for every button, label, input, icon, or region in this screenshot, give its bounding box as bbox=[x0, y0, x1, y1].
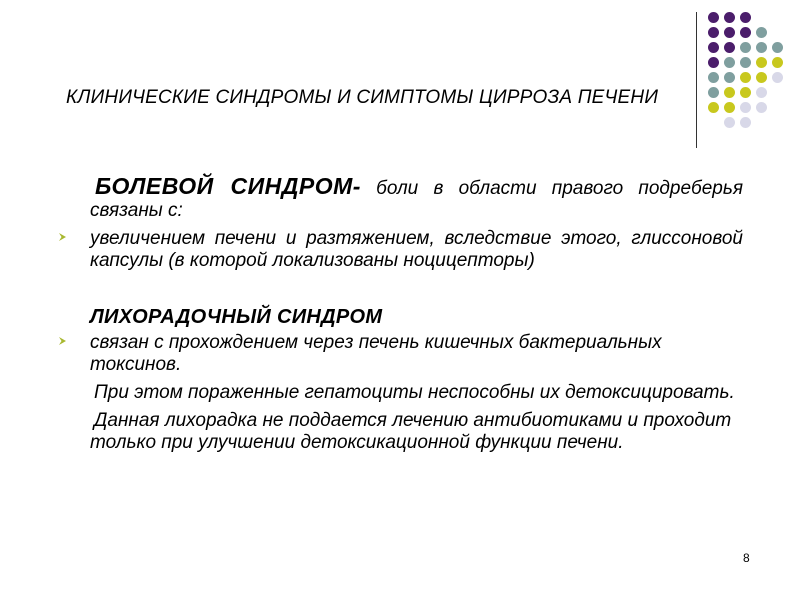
decor-dot bbox=[756, 27, 767, 38]
title-divider-line bbox=[696, 12, 697, 148]
decor-dot bbox=[756, 57, 767, 68]
slide-title: КЛИНИЧЕСКИЕ СИНДРОМЫ И СИМПТОМЫ ЦИРРОЗА ПЕЧЕНИ bbox=[66, 87, 659, 108]
decorative-dot-grid bbox=[706, 12, 796, 132]
decor-dot bbox=[740, 57, 751, 68]
decor-dot bbox=[756, 72, 767, 83]
decor-dot bbox=[708, 42, 719, 53]
fever-paragraph-2-text: Данная лихорадка не поддается лечению антибиотиками и проходит только при улучшении детоксикационной функции печени. bbox=[90, 410, 732, 453]
decor-dot bbox=[724, 87, 735, 98]
decor-dot bbox=[724, 27, 735, 38]
decor-dot bbox=[740, 87, 751, 98]
slide-body bbox=[58, 175, 743, 454]
decor-dot bbox=[708, 72, 719, 83]
decor-dot bbox=[724, 42, 735, 53]
decor-dot bbox=[724, 12, 735, 23]
fever-paragraph-1 bbox=[58, 382, 743, 404]
decor-dot bbox=[740, 27, 751, 38]
decor-dot bbox=[708, 102, 719, 113]
decor-dot bbox=[756, 87, 767, 98]
chevron-right-icon bbox=[58, 232, 68, 242]
decor-dot bbox=[724, 117, 735, 128]
pain-syndrome-paragraph bbox=[58, 175, 743, 222]
decor-dot bbox=[756, 42, 767, 53]
fever-paragraph-2 bbox=[58, 410, 743, 454]
bullet-item bbox=[58, 332, 743, 376]
chevron-right-icon bbox=[58, 336, 68, 346]
decor-dot bbox=[740, 42, 751, 53]
bullet-item bbox=[58, 228, 743, 272]
decor-dot bbox=[740, 102, 751, 113]
decor-dot bbox=[740, 117, 751, 128]
decor-dot bbox=[756, 102, 767, 113]
decor-dot bbox=[724, 72, 735, 83]
pain-bullet-text: увеличением печени и разтяжением, вследствие этого, глиссоновой капсулы (в которой локализованы ноцицепторы) bbox=[90, 228, 743, 271]
decor-dot bbox=[772, 57, 783, 68]
decor-dot bbox=[772, 42, 783, 53]
decor-dot bbox=[740, 12, 751, 23]
decor-dot bbox=[772, 72, 783, 83]
pain-syndrome-heading: БОЛЕВОЙ СИНДРОМ- bbox=[95, 173, 361, 199]
decor-dot bbox=[740, 72, 751, 83]
decor-dot bbox=[724, 102, 735, 113]
fever-bullet-text: связан с прохождением через печень кишечных бактериальных токсинов. bbox=[90, 332, 662, 375]
decor-dot bbox=[708, 87, 719, 98]
decor-dot bbox=[724, 57, 735, 68]
decor-dot bbox=[708, 57, 719, 68]
fever-syndrome-heading: ЛИХОРАДОЧНЫЙ СИНДРОМ bbox=[90, 306, 383, 328]
fever-paragraph-1-text: При этом пораженные гепатоциты неспособны их детоксицировать. bbox=[94, 382, 735, 403]
slide-number: 8 bbox=[743, 551, 750, 565]
decor-dot bbox=[708, 12, 719, 23]
pain-syndrome-intro: боли в области правого подреберья связаны с: bbox=[90, 178, 743, 221]
decor-dot bbox=[708, 27, 719, 38]
